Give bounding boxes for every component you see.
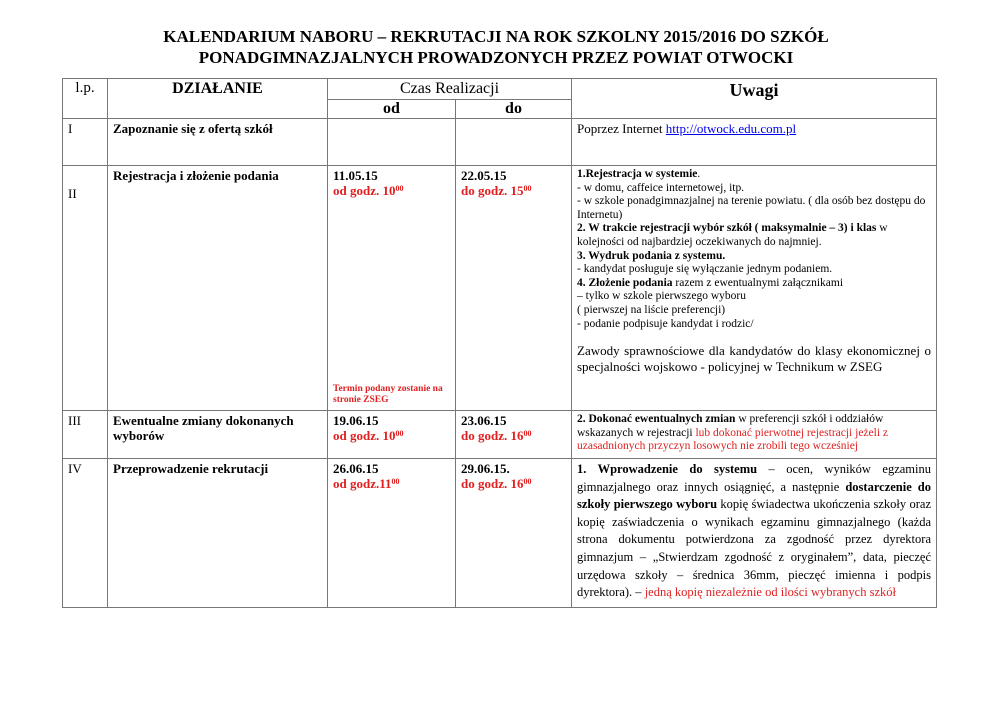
od-time: od $godz.11^{00}$	[333, 476, 400, 491]
od-date: 19.06.15	[333, 413, 379, 428]
row-od	[328, 166, 456, 411]
row-dzialanie: Ewentualne zmiany dokonanych wyborów	[108, 411, 328, 459]
row-uwagi: 2. Dokonać ewentualnych zmian w preferencji szkół i oddziałów wskazanych w rejestracji lub dokonać pierwotnej rejestracji jeżeli z uzasadnionych przyczyn losowych nie zrobili tego wcześniej	[572, 411, 937, 459]
row-uwagi: 1. Wprowadzenie do systemu – ocen, wyników egzaminu gimnazjalnego oraz innych osiągnięć, a następnie dostarczenie do szkoły pierwszego wyboru kopię świadectwa ukończenia szkoły oraz kopię zaświadczenia o wynikach egzaminu gimnazjalnego (każda strona dokumentu potwierdzona za zgodność przez dyrektora gimnazjum – „Stwierdzam zgodność z oryginałem”, data, pieczęć urzędowa szkoły – średnica 36mm, pieczęć imienna i podpis dyrektora). – jedną kopię niezależnie od ilości wybranych szkół	[572, 459, 937, 608]
row-lp: II	[63, 166, 108, 411]
uwagi-line: - w domu, caffeice internetowej, itp.	[577, 181, 745, 194]
row-do	[456, 166, 572, 411]
do-time: do godz. $15^{00}$	[461, 183, 532, 198]
otwock-link[interactable]: http://otwock.edu.com.pl	[665, 121, 797, 136]
uwagi-line: 3. Wydruk podania z systemu.	[577, 249, 726, 262]
page-title-line-2: PONADGIMNAZJALNYCH PROWADZONYCH PRZEZ POWIAT OTWOCKI	[198, 48, 794, 67]
uwagi-text: Poprzez Internet	[577, 121, 666, 136]
do-date: 29.06.15.	[461, 461, 510, 476]
zawody-note: Zawody sprawnościowe dla kandydatów do klasy ekonomicznej o specjalności wojskowo - policyjnej w Technikum w ZSEG	[577, 343, 931, 374]
od-time: od godz. $10^{00}$	[333, 428, 404, 443]
od-date: 26.06.15	[333, 461, 379, 476]
row-uwagi	[572, 119, 937, 166]
row-od	[328, 119, 456, 166]
row-lp: IV	[63, 459, 108, 608]
zseg-note: Termin podany zostanie na stronie ZSEG	[333, 384, 443, 405]
row-do	[456, 459, 572, 608]
row-uwagi	[572, 166, 937, 411]
do-date: 23.06.15	[461, 413, 507, 428]
do-date: 22.05.15	[461, 168, 507, 183]
header-uwagi: Uwagi	[572, 79, 937, 119]
row-dzialanie: Przeprowadzenie rekrutacji	[108, 459, 328, 608]
header-row	[63, 79, 937, 100]
header-do: do	[456, 100, 572, 119]
row-od	[328, 411, 456, 459]
uwagi-line: - podanie podpisuje kandydat i rodzic/	[577, 317, 754, 330]
header-dzialanie: DZIAŁANIE	[108, 79, 328, 119]
row-dzialanie: Rejestracja i złożenie podania	[108, 166, 328, 411]
uwagi-line: 2. W trakcie rejestracji wybór szkół ( maksymalnie – 3) i klas w kolejności od najbardziej oczekiwanych do najmniej.	[577, 222, 888, 248]
recruitment-calendar-table	[62, 78, 937, 608]
do-time: do godz. $16^{00}$	[461, 476, 532, 491]
header-czas-realizacji: Czas Realizacji	[328, 79, 572, 100]
uwagi-line: – tylko w szkole pierwszego wyboru	[577, 290, 746, 303]
row-do	[456, 119, 572, 166]
uwagi-line: 1.Rejestracja w systemie.	[577, 168, 701, 180]
uwagi-line: - kandydat posługuje się wyłączanie jednym podaniem.	[577, 263, 833, 276]
row-lp: I	[63, 119, 108, 166]
uwagi-line: ( pierwszej na liście preferencji)	[577, 303, 726, 316]
uwagi-line: 4. Złożenie podania razem z ewentualnymi załącznikami	[577, 276, 844, 289]
header-od: od	[328, 100, 456, 119]
uwagi-line: - w szkole ponadgimnazjalnej na terenie powiatu. ( dla osób bez dostępu do Internetu)	[577, 195, 926, 221]
table-row	[63, 119, 937, 166]
page-title-line-1: KALENDARIUM NABORU – REKRUTACJI NA ROK SZKOLNY 2015/2016 DO SZKÓŁ	[163, 27, 829, 46]
table-row	[63, 411, 937, 459]
header-lp: l.p.	[63, 79, 108, 119]
row-lp: III	[63, 411, 108, 459]
table-row	[63, 459, 937, 608]
do-time: do godz. $16^{00}$	[461, 428, 532, 443]
row-dzialanie: Zapoznanie się z ofertą szkół	[108, 119, 328, 166]
od-time: od godz. $10^{00}$	[333, 183, 404, 198]
od-date: 11.05.15	[333, 168, 378, 183]
row-do	[456, 411, 572, 459]
row-od	[328, 459, 456, 608]
table-row	[63, 166, 937, 411]
